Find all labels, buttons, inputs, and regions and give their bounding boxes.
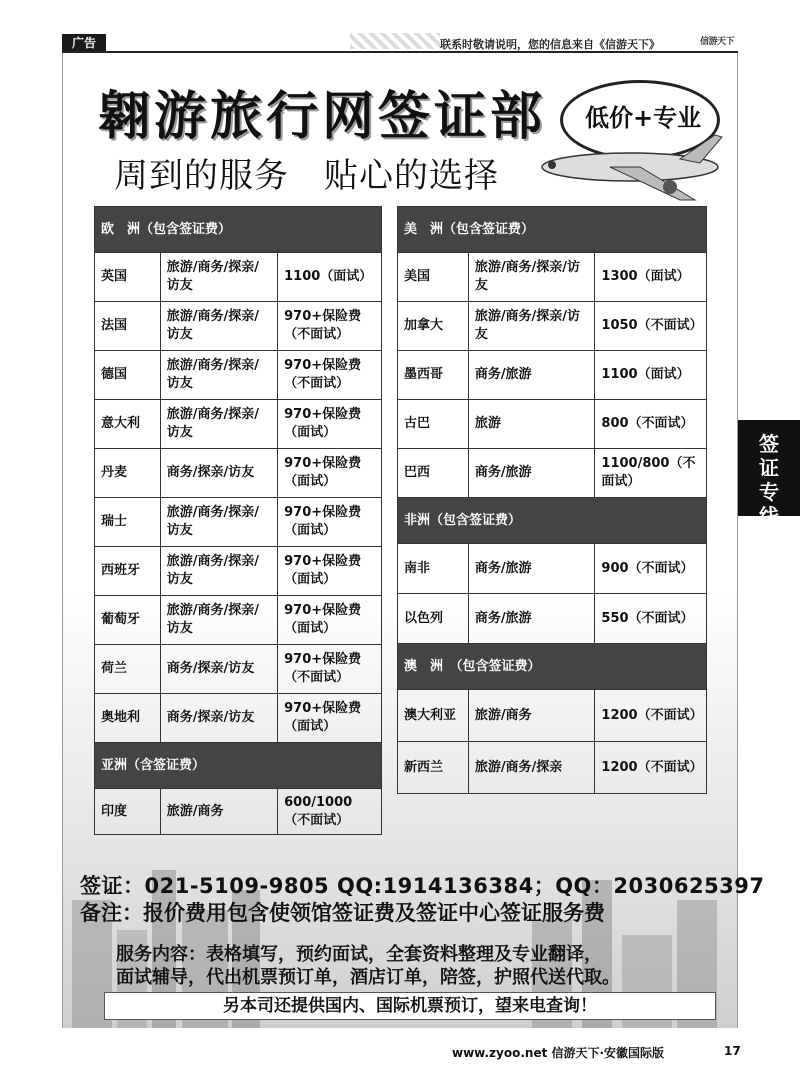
region-header-row: [95, 743, 382, 789]
table-row: [95, 694, 382, 743]
america-africa-oceania-body: [398, 207, 707, 794]
region-header: 欧 洲（包含签证费）: [95, 207, 382, 253]
visa-type-cell: 旅游/商务/探亲/访友: [160, 498, 277, 547]
contact-line: 签证：021-5109-9805 QQ:1914136384；QQ：2030625397: [80, 874, 765, 898]
table-row: [398, 544, 707, 594]
price-cell: 970+保险费（面试）: [278, 694, 382, 743]
price-cell: 970+保险费（面试）: [278, 449, 382, 498]
region-header-row: [398, 644, 707, 690]
table-row: [398, 690, 707, 742]
price-cell: 970+保险费（面试）: [278, 400, 382, 449]
visa-type-cell: 旅游/商务/探亲/访友: [468, 302, 595, 351]
country-cell: 巴西: [398, 449, 469, 498]
publication-logo: 信游天下: [700, 37, 735, 47]
table-row: [398, 449, 707, 498]
price-cell: 1200（不面试）: [595, 742, 707, 794]
visa-type-cell: 旅游/商务/探亲/访友: [468, 253, 595, 302]
america-africa-oceania-table: [397, 206, 707, 794]
price-cell: 970+保险费（不面试）: [278, 645, 382, 694]
country-cell: 葡萄牙: [95, 596, 161, 645]
visa-type-cell: 旅游/商务: [468, 690, 595, 742]
visa-type-cell: 商务/探亲/访友: [160, 694, 277, 743]
country-cell: 意大利: [95, 400, 161, 449]
price-cell: 600/1000（不面试）: [278, 789, 382, 835]
service-line-1: 服务内容：表格填写，预约面试，全套资料整理及专业翻译，: [116, 944, 602, 965]
price-cell: 1200（不面试）: [595, 690, 707, 742]
table-row: [95, 596, 382, 645]
page-number: 17: [724, 1044, 741, 1058]
region-header-row: [398, 207, 707, 253]
visa-type-cell: 旅游/商务: [160, 789, 277, 835]
country-cell: 澳大利亚: [398, 690, 469, 742]
country-cell: 墨西哥: [398, 351, 469, 400]
price-cell: 1100（面试）: [278, 253, 382, 302]
table-row: [398, 351, 707, 400]
price-cell: 970+保险费（面试）: [278, 547, 382, 596]
visa-type-cell: 商务/旅游: [468, 449, 595, 498]
price-cell: 1100（面试）: [595, 351, 707, 400]
sidetab-text: 签证专线: [759, 432, 779, 528]
price-cell: 1100/800（不面试）: [595, 449, 707, 498]
price-cell: 800（不面试）: [595, 400, 707, 449]
country-cell: 荷兰: [95, 645, 161, 694]
table-row: [95, 400, 382, 449]
country-cell: 德国: [95, 351, 161, 400]
top-bar: [0, 0, 800, 52]
table-row: [95, 253, 382, 302]
table-row: [95, 789, 382, 835]
europe-asia-body: [95, 207, 382, 835]
table-row: [95, 645, 382, 694]
price-cell: 550（不面试）: [595, 594, 707, 644]
visa-type-cell: 商务/旅游: [468, 544, 595, 594]
bottom-note: 另本司还提供国内、国际机票预订，望来电查询！: [104, 992, 716, 1020]
price-cell: 970+保险费（面试）: [278, 498, 382, 547]
price-cell: 1050（不面试）: [595, 302, 707, 351]
visa-type-cell: 商务/旅游: [468, 351, 595, 400]
country-cell: 新西兰: [398, 742, 469, 794]
table-row: [398, 302, 707, 351]
region-header: 美 洲（包含签证费）: [398, 207, 707, 253]
visa-type-cell: 旅游/商务/探亲/访友: [160, 596, 277, 645]
price-cell: 970+保险费（不面试）: [278, 302, 382, 351]
visa-type-cell: 旅游/商务/探亲/访友: [160, 351, 277, 400]
country-cell: 法国: [95, 302, 161, 351]
country-cell: 西班牙: [95, 547, 161, 596]
table-row: [95, 498, 382, 547]
visa-type-cell: 商务/探亲/访友: [160, 645, 277, 694]
table-row: [398, 400, 707, 449]
visa-type-cell: 旅游/商务/探亲/访友: [160, 547, 277, 596]
ad-tag: 广告: [62, 34, 106, 52]
table-row: [398, 253, 707, 302]
country-cell: 古巴: [398, 400, 469, 449]
header-note: 联系时敬请说明，您的信息来自《信游天下》: [440, 38, 660, 51]
region-header-row: [398, 498, 707, 544]
region-header: 澳 洲 （包含签证费）: [398, 644, 707, 690]
country-cell: 奥地利: [95, 694, 161, 743]
table-row: [95, 449, 382, 498]
brand-title: 翱游旅行网签证部: [98, 87, 547, 147]
visa-type-cell: 旅游/商务/探亲: [468, 742, 595, 794]
region-header: 亚洲（含签证费）: [95, 743, 382, 789]
service-line-2: 面试辅导，代出机票预订单，酒店订单，陪签，护照代送代取。: [116, 967, 620, 988]
price-cell: 900（不面试）: [595, 544, 707, 594]
europe-asia-table: [94, 206, 382, 835]
price-cell: 1300（面试）: [595, 253, 707, 302]
visa-type-cell: 旅游/商务/探亲/访友: [160, 253, 277, 302]
country-cell: 美国: [398, 253, 469, 302]
country-cell: 南非: [398, 544, 469, 594]
airplane-icon: [530, 125, 730, 205]
brand-slogan: 周到的服务 贴心的选择: [114, 156, 499, 196]
visa-type-cell: 旅游: [468, 400, 595, 449]
badge-text: 低价+专业: [585, 104, 702, 132]
checker-decoration: [350, 33, 440, 49]
visa-type-cell: 商务/旅游: [468, 594, 595, 644]
table-row: [95, 547, 382, 596]
table-row: [398, 594, 707, 644]
country-cell: 丹麦: [95, 449, 161, 498]
country-cell: 英国: [95, 253, 161, 302]
country-cell: 加拿大: [398, 302, 469, 351]
footer-url: www.zyoo.net 信游天下·安徽国际版: [452, 1046, 665, 1060]
remark-line: 备注：报价费用包含使领馆签证费及签证中心签证服务费: [80, 901, 605, 925]
price-cell: 970+保险费（面试）: [278, 596, 382, 645]
visa-type-cell: 旅游/商务/探亲/访友: [160, 400, 277, 449]
visa-hotline-tab: [738, 420, 800, 528]
table-row: [95, 302, 382, 351]
country-cell: 印度: [95, 789, 161, 835]
region-header: 非洲（包含签证费）: [398, 498, 707, 544]
visa-type-cell: 商务/探亲/访友: [160, 449, 277, 498]
country-cell: 以色列: [398, 594, 469, 644]
table-row: [398, 742, 707, 794]
price-cell: 970+保险费（不面试）: [278, 351, 382, 400]
region-header-row: [95, 207, 382, 253]
table-row: [95, 351, 382, 400]
visa-type-cell: 旅游/商务/探亲/访友: [160, 302, 277, 351]
country-cell: 瑞士: [95, 498, 161, 547]
